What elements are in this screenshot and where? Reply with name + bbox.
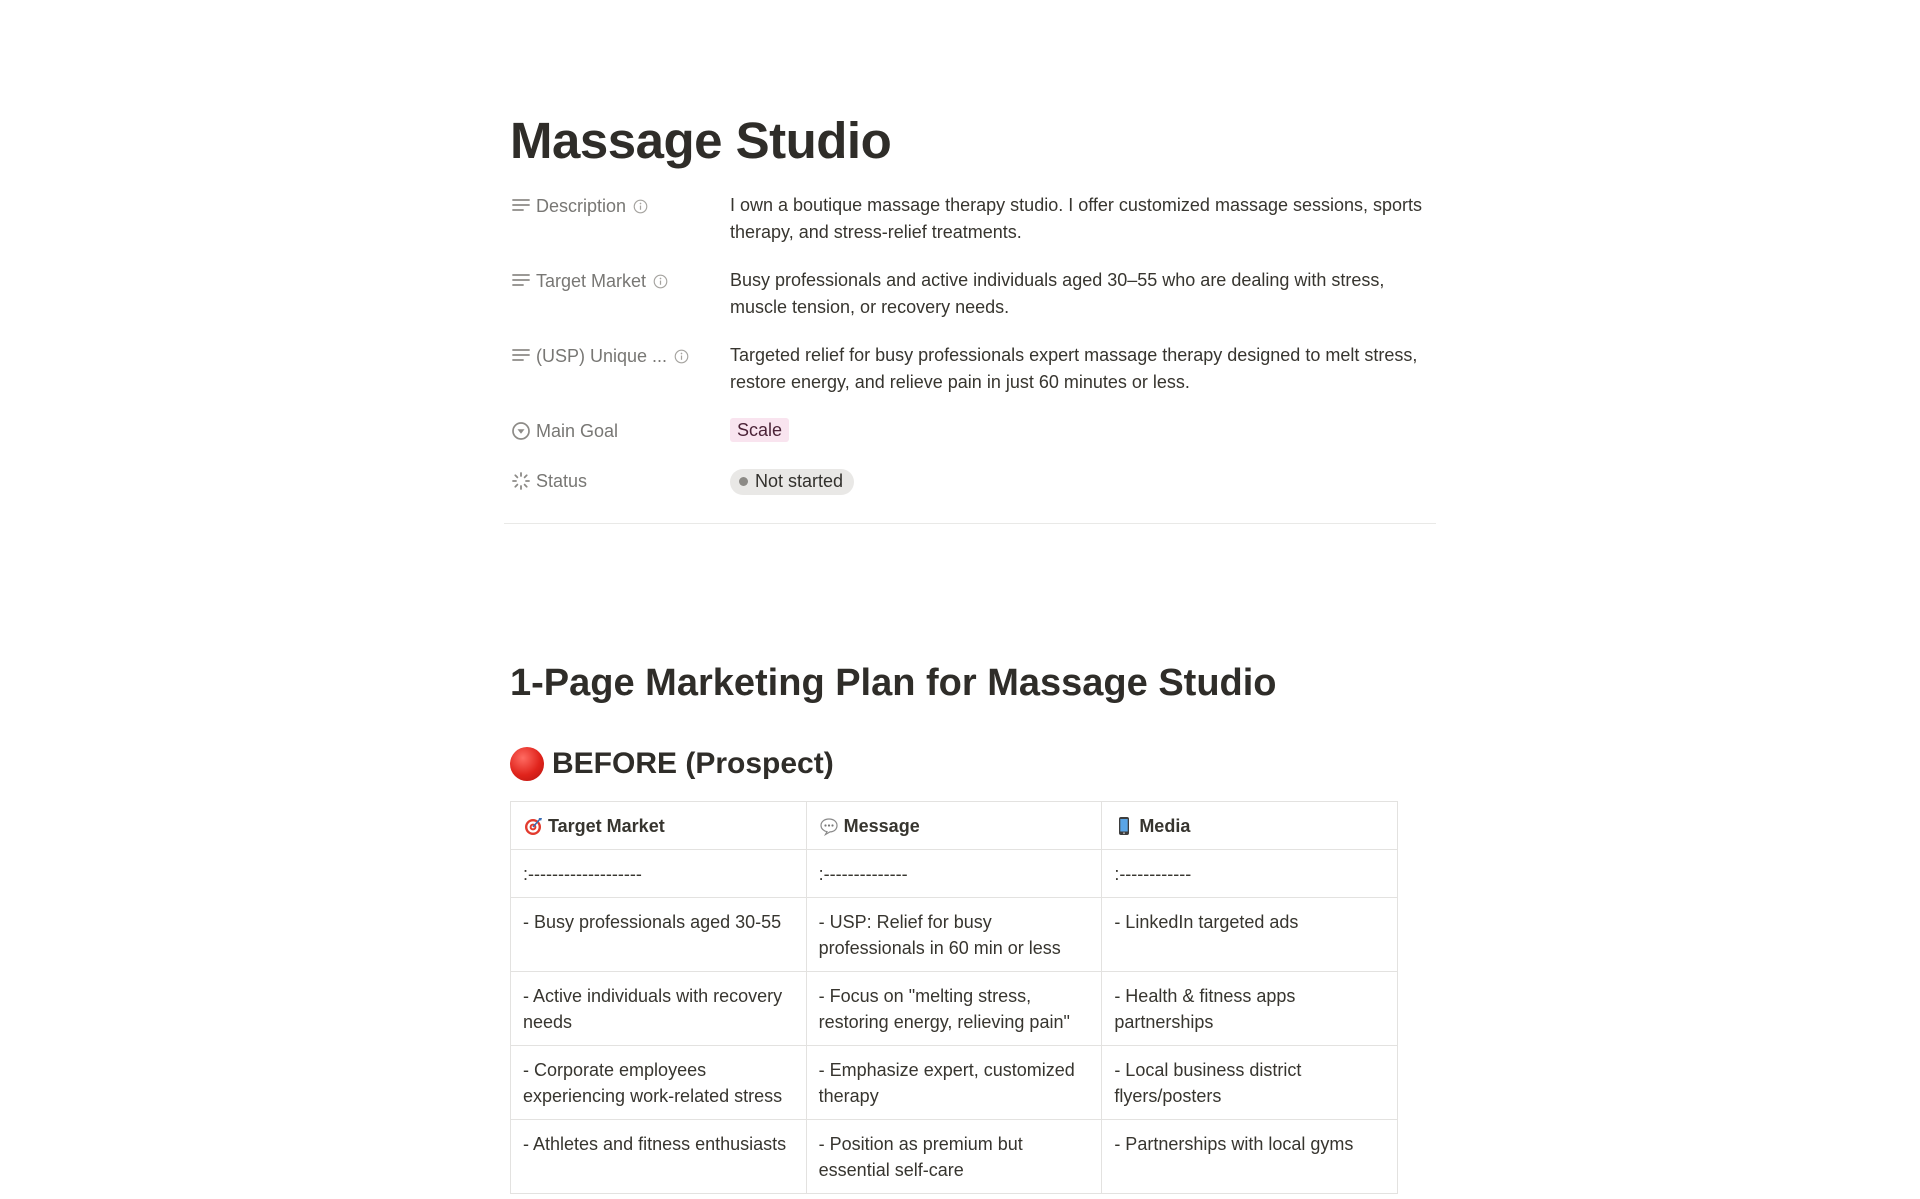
table-cell[interactable]: - Partnerships with local gyms bbox=[1102, 1120, 1398, 1194]
property-value[interactable] bbox=[730, 417, 1430, 444]
mobile-phone-icon bbox=[1114, 816, 1134, 836]
table-cell[interactable]: - Emphasize expert, customized therapy bbox=[806, 1046, 1102, 1120]
text-lines-icon bbox=[510, 345, 532, 367]
table-header-label: Media bbox=[1139, 816, 1191, 836]
property-value[interactable]: Busy professionals and active individuals aged 30–55 who are dealing with stress, muscle tension, or recovery needs. bbox=[730, 270, 1385, 317]
table-header-label: Message bbox=[843, 816, 920, 836]
table-row bbox=[511, 972, 1398, 1046]
table-cell[interactable]: - Focus on "melting stress, restoring energy, relieving pain" bbox=[806, 972, 1102, 1046]
property-main-goal[interactable] bbox=[510, 417, 1430, 445]
table-cell[interactable]: :------------ bbox=[1102, 850, 1398, 898]
table-row bbox=[511, 1120, 1398, 1194]
status-label: Not started bbox=[755, 471, 844, 491]
property-target-market[interactable] bbox=[510, 267, 1430, 321]
property-value[interactable] bbox=[730, 467, 1430, 495]
property-key-label: Status bbox=[536, 470, 588, 491]
table-header-target-market[interactable] bbox=[511, 802, 807, 850]
property-value[interactable]: I own a boutique massage therapy studio. I offer customized massage sessions, sports therapy, and stress-relief treatments. bbox=[730, 195, 1423, 242]
table-header-media[interactable] bbox=[1102, 802, 1398, 850]
table-cell[interactable]: - Health & fitness apps partnerships bbox=[1102, 972, 1398, 1046]
property-key[interactable] bbox=[510, 192, 730, 220]
property-description[interactable] bbox=[510, 192, 1430, 246]
info-icon[interactable] bbox=[674, 349, 689, 364]
before-section-title: BEFORE (Prospect) bbox=[552, 747, 834, 780]
info-icon[interactable] bbox=[653, 274, 668, 289]
text-lines-icon bbox=[510, 270, 532, 292]
status-badge[interactable] bbox=[730, 469, 854, 495]
marketing-plan-heading[interactable]: 1-Page Marketing Plan for Massage Studio bbox=[510, 662, 1277, 704]
table-cell[interactable]: :-------------- bbox=[806, 850, 1102, 898]
property-key[interactable] bbox=[510, 342, 730, 370]
property-key-label: Main Goal bbox=[536, 420, 619, 441]
property-key[interactable] bbox=[510, 267, 730, 295]
table-cell[interactable]: - Local business district flyers/posters bbox=[1102, 1046, 1398, 1120]
info-icon[interactable] bbox=[633, 199, 648, 214]
table-cell[interactable]: - LinkedIn targeted ads bbox=[1102, 898, 1398, 972]
main-goal-tag[interactable]: Scale bbox=[730, 418, 789, 442]
red-circle-icon bbox=[510, 747, 544, 781]
table-header-label: Target Market bbox=[548, 816, 665, 836]
table-cell[interactable]: - USP: Relief for busy professionals in 60 min or less bbox=[806, 898, 1102, 972]
property-key-label: (USP) Unique ... bbox=[536, 345, 668, 366]
status-spinner-icon bbox=[510, 470, 532, 492]
property-key[interactable] bbox=[510, 467, 730, 495]
table-cell[interactable]: - Busy professionals aged 30-55 bbox=[511, 898, 807, 972]
table-header-message[interactable] bbox=[806, 802, 1102, 850]
divider bbox=[504, 523, 1436, 524]
table-row bbox=[511, 850, 1398, 898]
table-cell[interactable]: :------------------- bbox=[511, 850, 807, 898]
table-row bbox=[511, 1046, 1398, 1120]
marketing-plan-table bbox=[510, 801, 1398, 1194]
target-icon bbox=[523, 816, 543, 836]
select-circle-icon bbox=[510, 420, 532, 442]
text-lines-icon bbox=[510, 195, 532, 217]
property-status[interactable] bbox=[510, 467, 1430, 495]
table-cell[interactable]: - Corporate employees experiencing work-related stress bbox=[511, 1046, 807, 1120]
table-cell[interactable]: - Active individuals with recovery needs bbox=[511, 972, 807, 1046]
property-key-label: Description bbox=[536, 195, 627, 216]
table-row bbox=[511, 898, 1398, 972]
status-dot-icon bbox=[739, 477, 748, 486]
property-usp[interactable] bbox=[510, 342, 1430, 396]
property-key-label: Target Market bbox=[536, 270, 647, 291]
table-header-row bbox=[511, 802, 1398, 850]
speech-bubble-icon bbox=[819, 816, 839, 836]
before-section-heading[interactable] bbox=[510, 744, 834, 784]
property-key[interactable] bbox=[510, 417, 730, 445]
page-title[interactable]: Massage Studio bbox=[510, 112, 892, 169]
table-cell[interactable]: - Position as premium but essential self-care bbox=[806, 1120, 1102, 1194]
table-cell[interactable]: - Athletes and fitness enthusiasts bbox=[511, 1120, 807, 1194]
property-value[interactable]: Targeted relief for busy professionals expert massage therapy designed to melt stress, restore energy, and relieve pain in just 60 minutes or less. bbox=[730, 345, 1418, 392]
